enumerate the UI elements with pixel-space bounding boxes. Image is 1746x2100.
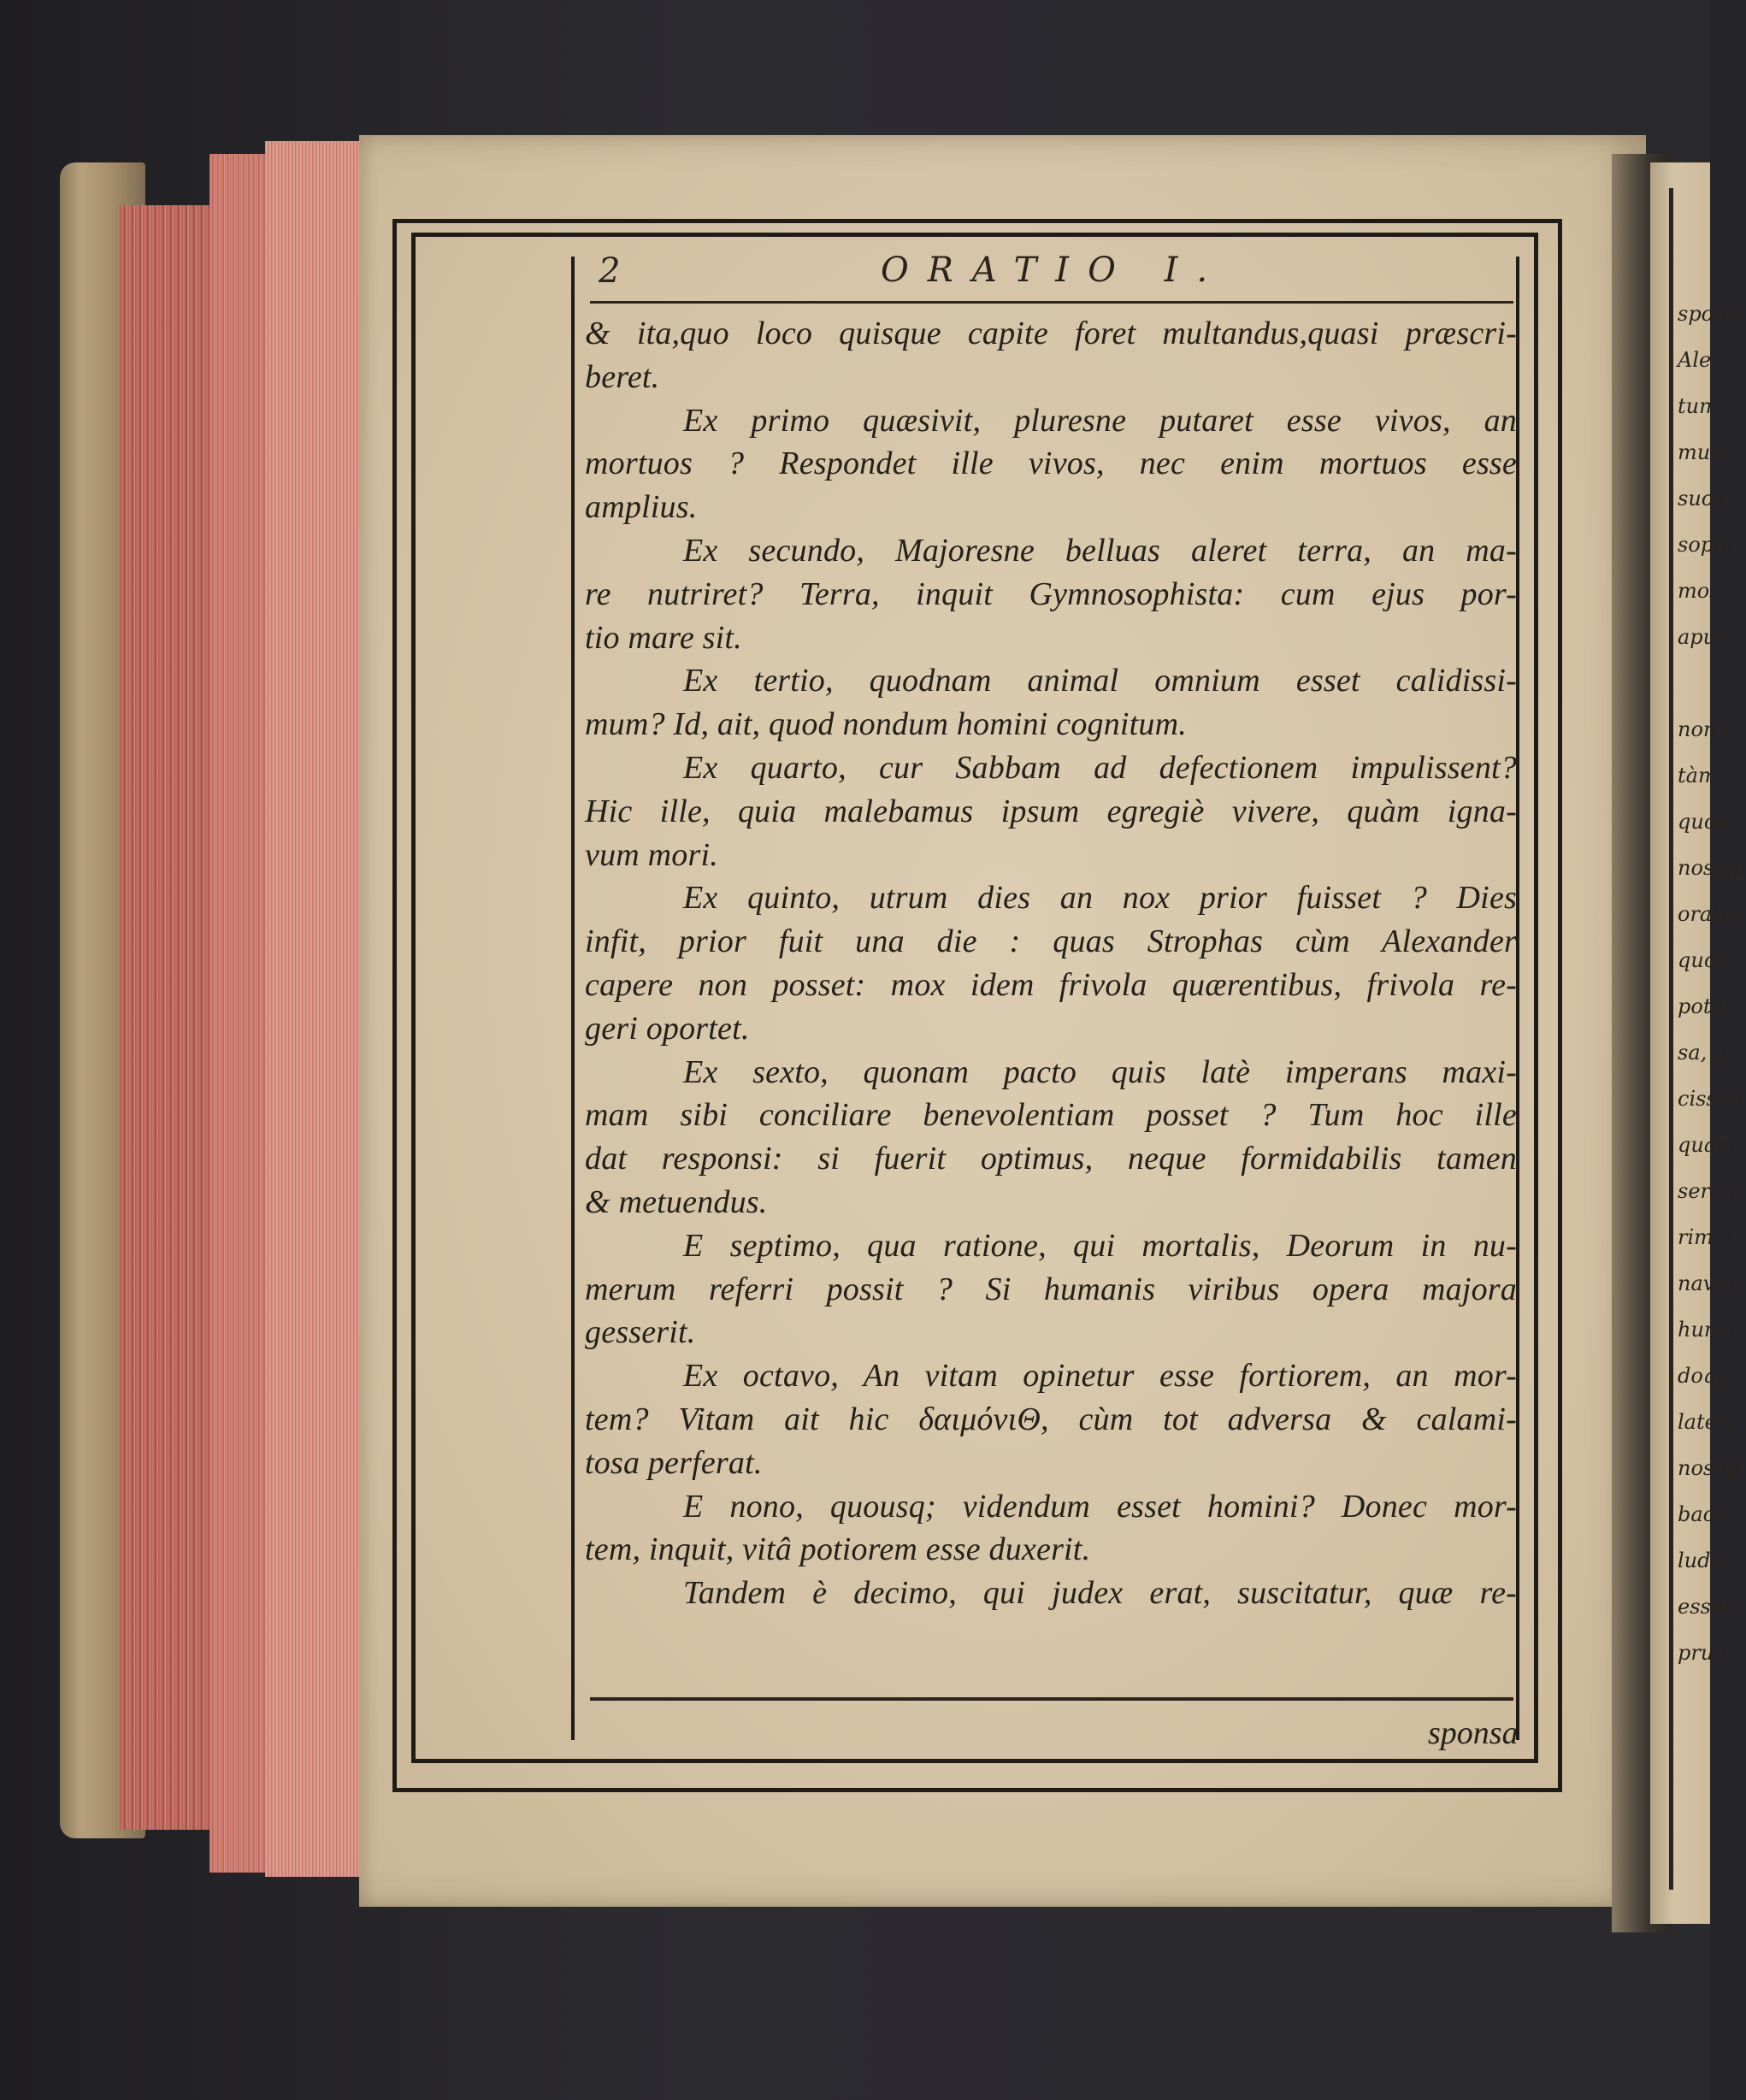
facing-text-line: tum	[1678, 394, 1719, 418]
text-line: vum mori.	[585, 836, 718, 873]
facing-text-line: quam	[1678, 1133, 1736, 1157]
facing-text-line: non e	[1678, 717, 1736, 741]
text-line: Hic ille, quia malebamus ipsum egregiè vivere, quàm igna-	[585, 793, 1517, 829]
text-line: tosa perferat.	[585, 1444, 763, 1481]
facing-text-line: poten	[1678, 994, 1737, 1018]
text-line: geri oportet.	[585, 1010, 750, 1047]
page-number: 2	[599, 251, 621, 291]
text-line: merum referri possit ? Si humanis viribus opera majora	[585, 1271, 1517, 1307]
text-line: infit, prior fuit una die : quas Strophas cùm Alexander	[585, 923, 1517, 960]
facing-text-line: rim a	[1678, 1225, 1732, 1249]
text-line: Tandem è decimo, qui judex erat, suscitatur, quæ re-	[683, 1575, 1517, 1612]
facing-text-line: sa, q	[1678, 1041, 1727, 1065]
facing-text-line: mune	[1678, 440, 1736, 464]
text-line: E nono, quousq; videndum esset homini? Donec mor-	[683, 1488, 1517, 1525]
text-line: Ex secundo, Majoresne belluas aleret terra, an ma-	[683, 532, 1517, 569]
text-line: mortuos ? Respondet ille vivos, nec enim mortuos esse	[585, 445, 1517, 482]
facing-page-border	[1669, 188, 1673, 1890]
body-text	[585, 312, 1517, 1615]
facing-text-line: huma	[1678, 1318, 1736, 1342]
facing-text-line: latere	[1678, 1410, 1739, 1434]
facing-text-line: sophi	[1678, 533, 1734, 557]
facing-text-line: lude.	[1678, 1548, 1730, 1572]
facing-text-line: sera p	[1678, 1179, 1743, 1203]
facing-text-line: bacte	[1678, 1502, 1735, 1526]
text-line: tem? Vitam ait hic δαιμόνιΘ, cùm tot adversa & calami-	[585, 1401, 1517, 1437]
text-line: & metuendus.	[585, 1183, 768, 1220]
facing-text-line: essem	[1678, 1595, 1743, 1619]
facing-text-line: spons	[1678, 302, 1737, 326]
page-edges-red	[120, 205, 222, 1830]
text-line: mam sibi conciliare benevolentiam posset ? Tum hoc ille	[585, 1097, 1517, 1134]
text-line: Ex sexto, quonam pacto quis latè imperans maxi-	[683, 1053, 1517, 1090]
text-line: mum? Id, ait, quod nondum homini cognitum.	[585, 706, 1187, 743]
facing-page-text	[1678, 291, 1746, 1676]
facing-text-line: nosop	[1678, 1456, 1740, 1480]
text-line: dat responsi: si fuerit optimus, neque formidabilis tamen	[585, 1141, 1517, 1177]
text-line: beret.	[585, 358, 660, 395]
text-line: Ex quinto, utrum dies an nox prior fuisset ? Dies	[683, 880, 1517, 917]
facing-text-line: prud	[1678, 1641, 1727, 1665]
text-line: amplius.	[585, 489, 698, 526]
facing-text-line	[1678, 660, 1729, 706]
text-line: Ex tertio, quodnam animal omnium esset calidissi-	[683, 663, 1517, 699]
text-line: Ex quarto, cur Sabbam ad defectionem impulissent?	[683, 749, 1517, 786]
facing-text-line: apud	[1678, 625, 1730, 649]
text-line: gesserit.	[585, 1314, 696, 1351]
text-line: tio mare sit.	[585, 619, 742, 656]
page-edges-stack-inner	[265, 141, 359, 1877]
text-line: capere non posset: mox idem frivola quærentibus, frivola re-	[585, 966, 1517, 1003]
text-line: Ex octavo, An vitam opinetur esse fortiorem, an mor-	[683, 1358, 1517, 1395]
facing-text-line: cissim	[1678, 1087, 1743, 1111]
text-line: tem, inquit, vitâ potiorem esse duxerit.	[585, 1531, 1091, 1568]
catchword: sponsa	[1428, 1715, 1519, 1751]
footer-rule	[590, 1697, 1513, 1701]
text-frame-left-rule	[571, 257, 575, 1740]
facing-text-line: quod	[1678, 948, 1730, 972]
facing-text-line: navig	[1678, 1271, 1735, 1295]
facing-text-line: Ale	[1678, 348, 1712, 372]
text-line: & ita,quo loco quisque capite foret multandus,quasi præscri-	[585, 316, 1517, 351]
facing-text-line: suos	[1678, 487, 1725, 510]
text-line: Ex primo quæsivit, pluresne putaret esse vivos, an	[683, 402, 1517, 439]
running-head: ORATIO I.	[881, 251, 1227, 290]
facing-text-line: doq;	[1678, 1364, 1724, 1388]
facing-text-line: tàm	[1678, 764, 1718, 788]
facing-text-line: oratiu	[1678, 902, 1741, 926]
header-rule	[590, 301, 1513, 304]
facing-text-line: quod	[1678, 810, 1730, 834]
facing-text-line: nos op	[1678, 856, 1746, 880]
text-line: E septimo, qua ratione, qui mortalis, Deorum in nu-	[683, 1227, 1517, 1264]
facing-page	[1650, 162, 1746, 1924]
facing-text-line: mos,	[1678, 579, 1727, 603]
text-line: re nutriret? Terra, inquit Gymnosophista: cum ejus por-	[585, 575, 1517, 612]
